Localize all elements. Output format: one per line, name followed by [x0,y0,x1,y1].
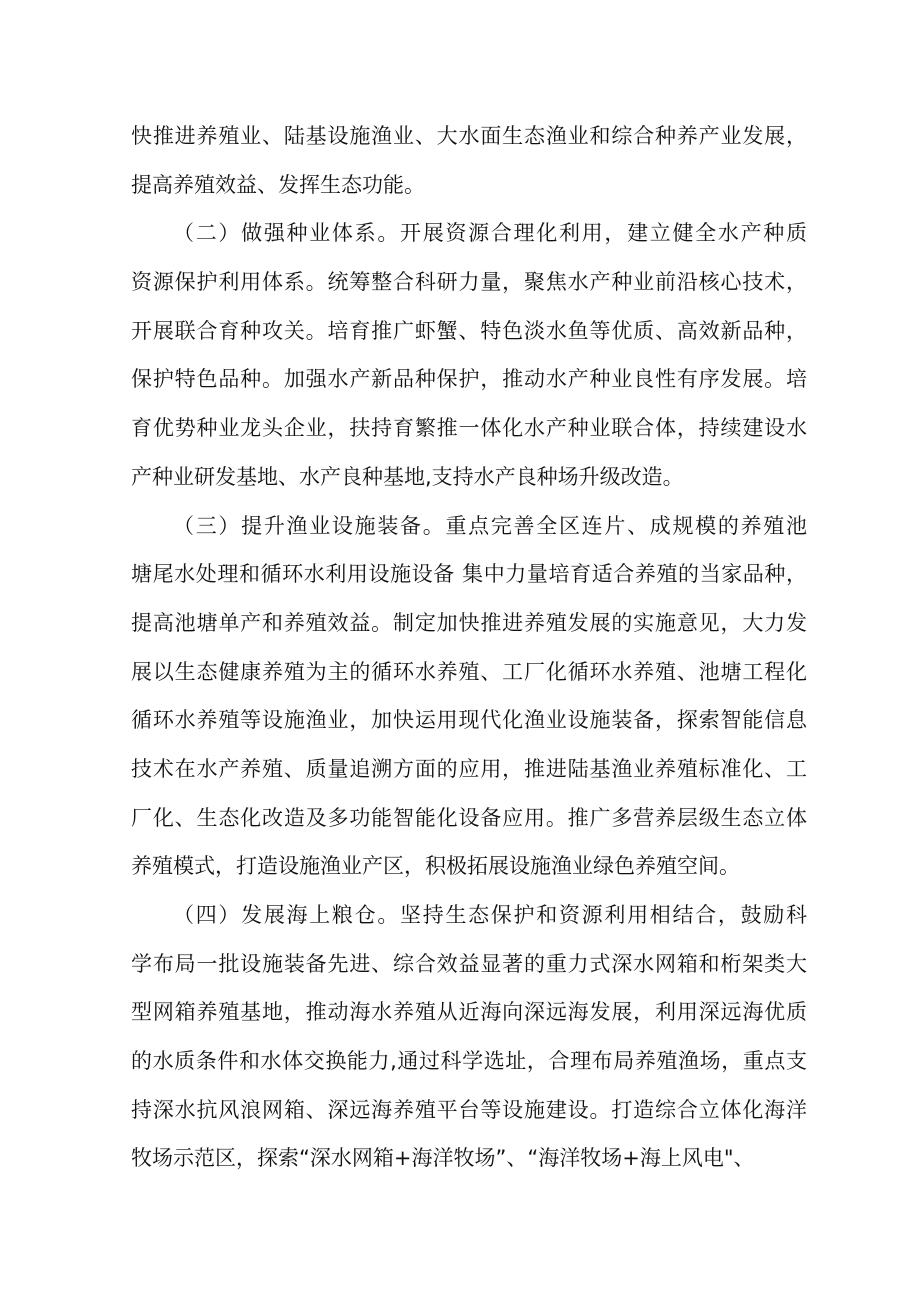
paragraph-heading-line: （四）发展海上粮仓。坚持生态保护和资源利用相结合，鼓励科 [173,903,807,927]
text-line: 技术在水产养殖、质量追溯方面的应用，推进陆基渔业养殖标准化、工 [131,756,807,781]
paragraph-heading-line: （二）做强种业体系。开展资源合理化利用，建立健全水产种质 [173,221,807,246]
text-line: 提高池塘单产和养殖效益。制定加快推进养殖发展的实施意见，大力发 [131,610,807,635]
text-line: 养殖模式，打造设施渔业产区，积极拓展设施渔业绿色养殖空间。 [131,854,740,879]
text-line: 提高养殖效益、发挥生态功能。 [131,172,425,197]
text-line: 快推进养殖业、陆基设施渔业、大水面生态渔业和综合种养产业发展， [131,124,807,148]
text-line: 资源保护利用体系。统筹整合科研力量，聚焦水产种业前沿核心技术， [131,270,807,295]
text-line: 展以生态健康养殖为主的循环水养殖、工厂化循环水养殖、池塘工程化 [131,659,807,684]
text-line: 的水质条件和水体交换能力,通过科学选址，合理布局养殖渔场，重点支 [131,1049,807,1074]
text-line: 牧场示范区，探索“深水网箱+海洋牧场”、“海洋牧场+海上风电"、 [131,1146,755,1171]
text-line: 循环水养殖等设施渔业，加快运用现代化渔业设施装备，探索智能信息 [131,708,807,733]
text-line: 厂化、生态化改造及多功能智能化设备应用。推广多营养层级生态立体 [131,805,807,830]
text-line: 开展联合育种攻关。培育推广虾蟹、特色淡水鱼等优质、高效新品种， [131,318,807,343]
text-line: 型网箱养殖基地，推动海水养殖从近海向深远海发展，利用深远海优质 [131,1000,807,1025]
text-line: 育优势种业龙头企业，扶持育繁推一体化水产种业联合体，持续建设水 [131,416,807,441]
paragraph-heading-line: （三）提升渔业设施装备。重点完善全区连片、成规模的养殖池 [173,513,807,538]
text-line: 塘尾水处理和循环水利用设施设备 集中力量培育适合养殖的当家品种， [131,562,807,587]
text-line: 持深水抗风浪网箱、深远海养殖平台等设施建设。打造综合立体化海洋 [131,1097,807,1122]
body-text [131,112,807,1183]
text-line: 产种业研发基地、水产良种基地,支持水产良种场升级改造。 [131,464,684,489]
text-line: 保护特色品种。加强水产新品种保护，推动水产种业良性有序发展。培 [131,367,807,392]
text-line: 学布局一批设施装备先进、综合效益显著的重力式深水网箱和桁架类大 [131,951,807,976]
